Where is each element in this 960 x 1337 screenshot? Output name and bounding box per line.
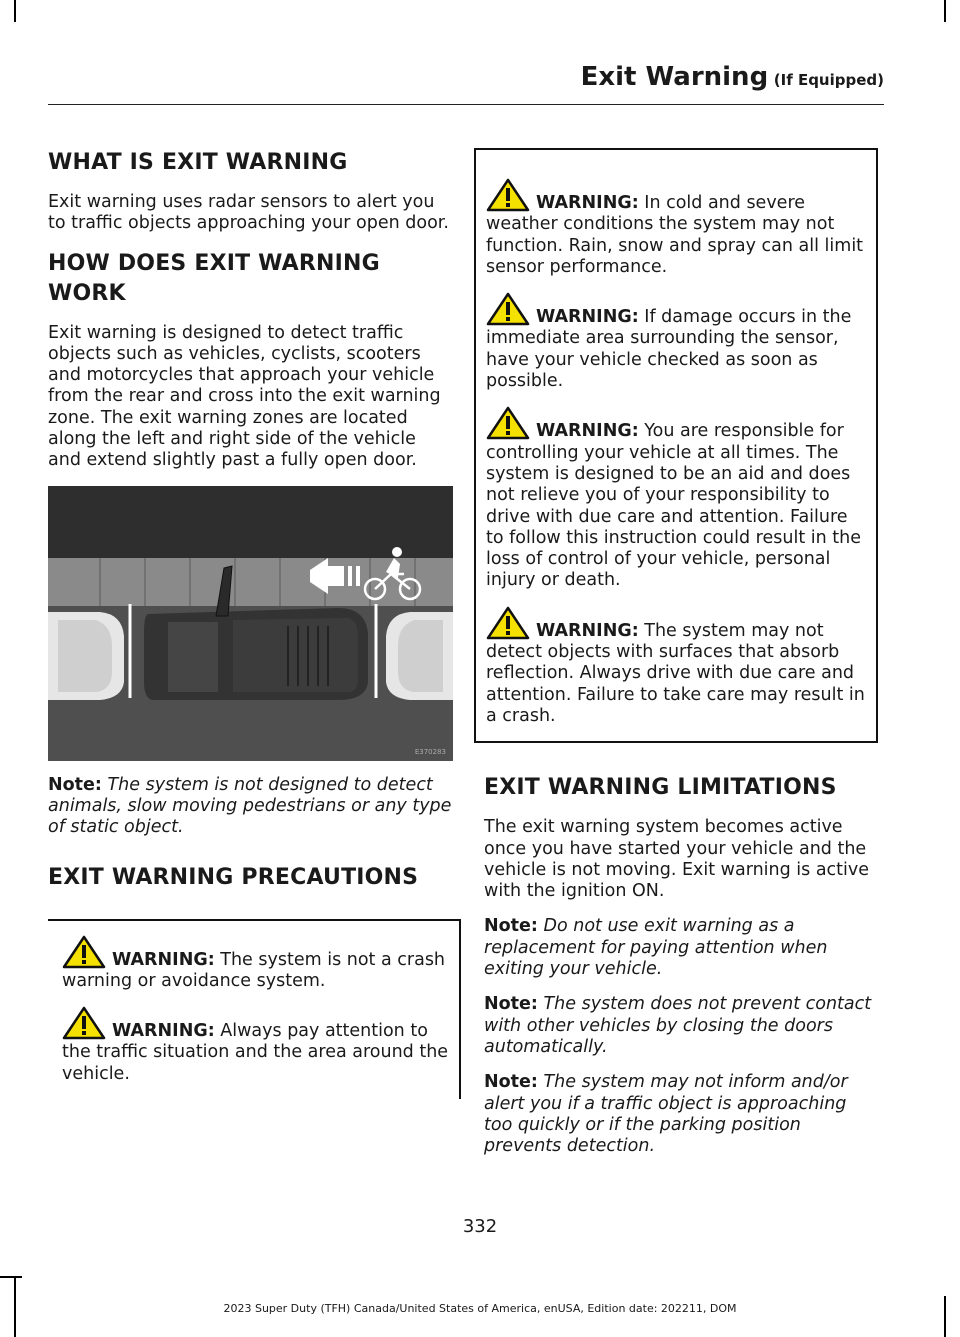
header-title: Exit Warning (580, 62, 769, 92)
right-column (484, 148, 878, 1171)
section-heading-how: HOW DOES EXIT WARNING WORK (48, 250, 380, 306)
warning-item (486, 606, 866, 727)
warning-item (486, 406, 866, 591)
page-number: 332 (462, 1216, 498, 1237)
warning-text: The system is not a crash warning or avoidance system. (62, 949, 446, 991)
warning-triangle-icon (486, 292, 530, 326)
note-label: Note: (484, 1072, 538, 1093)
warning-triangle-icon (62, 935, 106, 969)
warning-label: WARNING: (112, 1021, 215, 1042)
warning-label: WARNING: (536, 307, 639, 328)
note-item (484, 994, 878, 1058)
figure-code: E370283 (414, 747, 446, 756)
warning-box-right (474, 148, 878, 743)
warning-triangle-icon (486, 606, 530, 640)
note-label: Note: (48, 774, 102, 795)
warning-triangle-icon (62, 1006, 106, 1040)
warning-triangle-icon (486, 406, 530, 440)
section-heading-what: WHAT IS EXIT WARNING (48, 150, 348, 175)
warning-item (62, 1006, 449, 1085)
warning-text: The system may not detect objects with surfaces that absorb reflection. Always drive with due care and attention. Failure to take care may result in a crash. (486, 620, 865, 726)
warning-label: WARNING: (536, 193, 639, 213)
warning-label: WARNING: (536, 620, 639, 641)
note-label: Note: (484, 916, 538, 937)
warning-item (486, 178, 866, 278)
parking-scene-svg (48, 486, 453, 761)
section-body-what: Exit warning uses radar sensors to alert you to traffic objects approaching your open door. (48, 192, 449, 234)
warning-text: Always pay attention to the traffic situation and the area around the vehicle. (62, 1021, 449, 1084)
header-rule (48, 104, 884, 105)
note-text: Do not use exit warning as a replacement for paying attention when exiting your vehicle. (484, 916, 828, 980)
warning-item (62, 935, 449, 993)
section-heading-precautions: EXIT WARNING PRECAUTIONS (48, 864, 419, 890)
note-item (484, 916, 878, 980)
note-label: Note: (484, 994, 538, 1015)
section-body-how: Exit warning is designed to detect traffic objects such as vehicles, cyclists, scooters and motorcycles that approach your vehicle from the rear and cross into the exit warning zone. The exit warning zones are located along the left and right side of the vehicle and extend slightly past a fully open door. (48, 322, 441, 471)
note-static-objects (48, 775, 453, 839)
crop-mark (14, 0, 16, 22)
section-body-limitations: The exit warning system becomes active once you have started your vehicle and the vehicle is not moving. Exit warning is active with the ignition ON. (484, 817, 870, 902)
note-text: The system is not designed to detect animals, slow moving pedestrians or any type of static object. (48, 774, 452, 838)
note-text: The system does not prevent contact with other vehicles by closing the doors automatically. (484, 994, 872, 1057)
left-column (48, 148, 453, 1099)
note-item (484, 1072, 878, 1157)
header-qualifier: (If Equipped) (773, 71, 884, 89)
warning-label: WARNING: (112, 949, 215, 970)
exit-warning-illustration (48, 486, 453, 761)
section-heading-limitations: EXIT WARNING LIMITATIONS (484, 775, 837, 801)
crop-mark (0, 1276, 22, 1278)
note-text: The system may not inform and/or alert you if a traffic object is approaching too quickly or if the parking position prevents detection. (484, 1072, 848, 1157)
page-header (48, 62, 884, 92)
warning-item (486, 292, 866, 392)
warning-triangle-icon (486, 178, 530, 212)
warning-text: You are responsible for controlling your vehicle at all times. The system is designed to be an aid and does not relieve you of your responsibility to drive with due care and attention. Failure to follow this instruction could result in the loss of control of your vehicle, personal injury or death. (486, 421, 861, 591)
warning-text: If damage occurs in the immediate area surrounding the sensor, have your vehicle checked as soon as possible. (486, 307, 852, 392)
warning-box-left (48, 919, 461, 1099)
warning-text: In cold and severe weather conditions the system may not function. Rain, snow and spray can all limit sensor performance. (486, 193, 864, 277)
crop-mark (944, 0, 946, 22)
warning-label: WARNING: (536, 421, 639, 442)
footer-edition: 2023 Super Duty (TFH) Canada/United States of America, enUSA, Edition date: 202211, DOM (223, 1302, 737, 1315)
